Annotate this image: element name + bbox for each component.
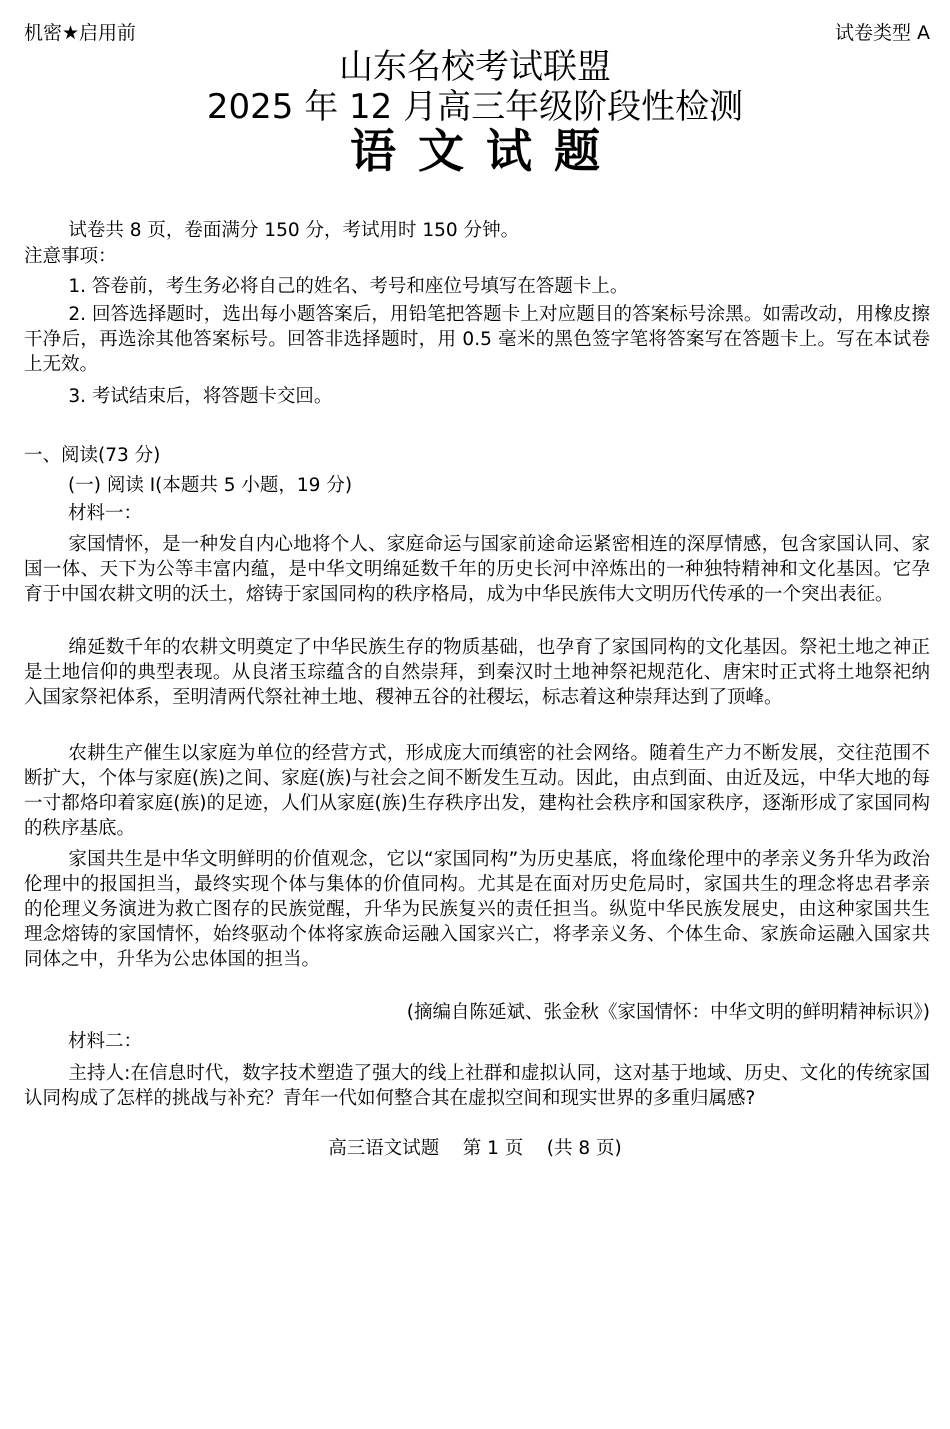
- material-1-source: (摘编自陈延斌、张金秋《家国情怀：中华文明的鲜明精神标识》): [406, 1002, 930, 1023]
- material-1-paragraph-2: 绵延数千年的农耕文明奠定了中华民族生存的物质基础，也孕育了家国同构的文化基因。祭祀土地之神正是土地信仰的典型表现。从良渚玉琮蕴含的自然崇拜，到秦汉时土地神祭祀规范化、唐宋时正式将土地祭祀纳入国家祭祀体系，至明清两代祭社神土地、稷神五谷的社稷坛，标志着这种崇拜达到了顶峰。: [24, 637, 930, 708]
- note-3: 3. 考试结束后，将答题卡交回。: [68, 386, 333, 407]
- sub-section-heading: (一) 阅读 Ⅰ(本题共 5 小题，19 分): [68, 475, 353, 496]
- material-1-paragraph-4: 家国共生是中华文明鲜明的价值观念，它以“家国同构”为历史基底，将血缘伦理中的孝亲义务升华为政治伦理中的报国担当，最终实现个体与集体的价值同构。尤其是在面对历史危局时，家国共生的理念将忠君孝亲的伦理义务演进为救亡图存的民族觉醒，升华为民族复兴的责任担当。纵览中华民族发展史，由这种家国共生理念熔铸的家国情怀，始终驱动个体将家族命运融入国家兴亡，将孝亲义务、个体生命、家族命运融入国家共同体之中，升华为公忠体国的担当。: [24, 849, 930, 970]
- paper-type-label: 试卷类型 A: [834, 22, 930, 44]
- exam-title-alliance: 山东名校考试联盟: [339, 47, 611, 87]
- notes-heading: 注意事项：: [24, 246, 117, 267]
- material-2-label: 材料二：: [68, 1031, 143, 1052]
- material-2-paragraph-1: 主持人:在信息时代，数字技术塑造了强大的线上社群和虚拟认同，这对基于地域、历史、文化的传统家国认同构成了怎样的挑战与补充？青年一代如何整合其在虚拟空间和现实世界的多重归属感?: [24, 1063, 930, 1109]
- note-1: 1. 答卷前，考生务必将自己的姓名、考号和座位号填写在答题卡上。: [68, 276, 629, 297]
- material-1-paragraph-3: 农耕生产催生以家庭为单位的经营方式，形成庞大而缜密的社会网络。随着生产力不断发展，交往范围不断扩大，个体与家庭(族)之间、家庭(族)与社会之间不断发生互动。因此，由点到面、由近及远，中华大地的每一寸都烙印着家庭(族)的足迹，人们从家庭(族)生存秩序出发，建构社会秩序和国家秩序，逐渐形成了家国同构的秩序基底。: [24, 743, 930, 839]
- material-1-paragraph-1: 家国情怀，是一种发自内心地将个人、家庭命运与国家前途命运紧密相连的深厚情感，包含家国认同、家国一体、天下为公等丰富内蕴，是中华文明绵延数千年的历史长河中淬炼出的一种独特精神和文化基因。它孕育于中国农耕文明的沃土，熔铸于家国同构的秩序格局，成为中华民族伟大文明历代传承的一个突出表征。: [24, 534, 930, 605]
- confidential-label: 机密★启用前: [24, 22, 137, 44]
- section-heading: 一、阅读(73 分): [24, 445, 161, 466]
- exam-title-subject: 语文试题: [350, 124, 622, 178]
- exam-summary: 试卷共 8 页，卷面满分 150 分，考试用时 150 分钟。: [68, 220, 520, 241]
- page-footer: 高三语文试题 第 1 页 (共 8 页): [328, 1138, 622, 1159]
- note-2: 2. 回答选择题时，选出每小题答案后，用铅笔把答题卡上对应题目的答案标号涂黑。如需改动，用橡皮擦干净后，再选涂其他答案标号。回答非选择题时，用 0.5 毫米的黑色签字笔将答案写在答题卡上。写在本试卷上无效。: [24, 304, 930, 375]
- exam-title-date: 2025 年 12 月高三年级阶段性检测: [206, 87, 744, 127]
- material-1-label: 材料一：: [68, 503, 143, 524]
